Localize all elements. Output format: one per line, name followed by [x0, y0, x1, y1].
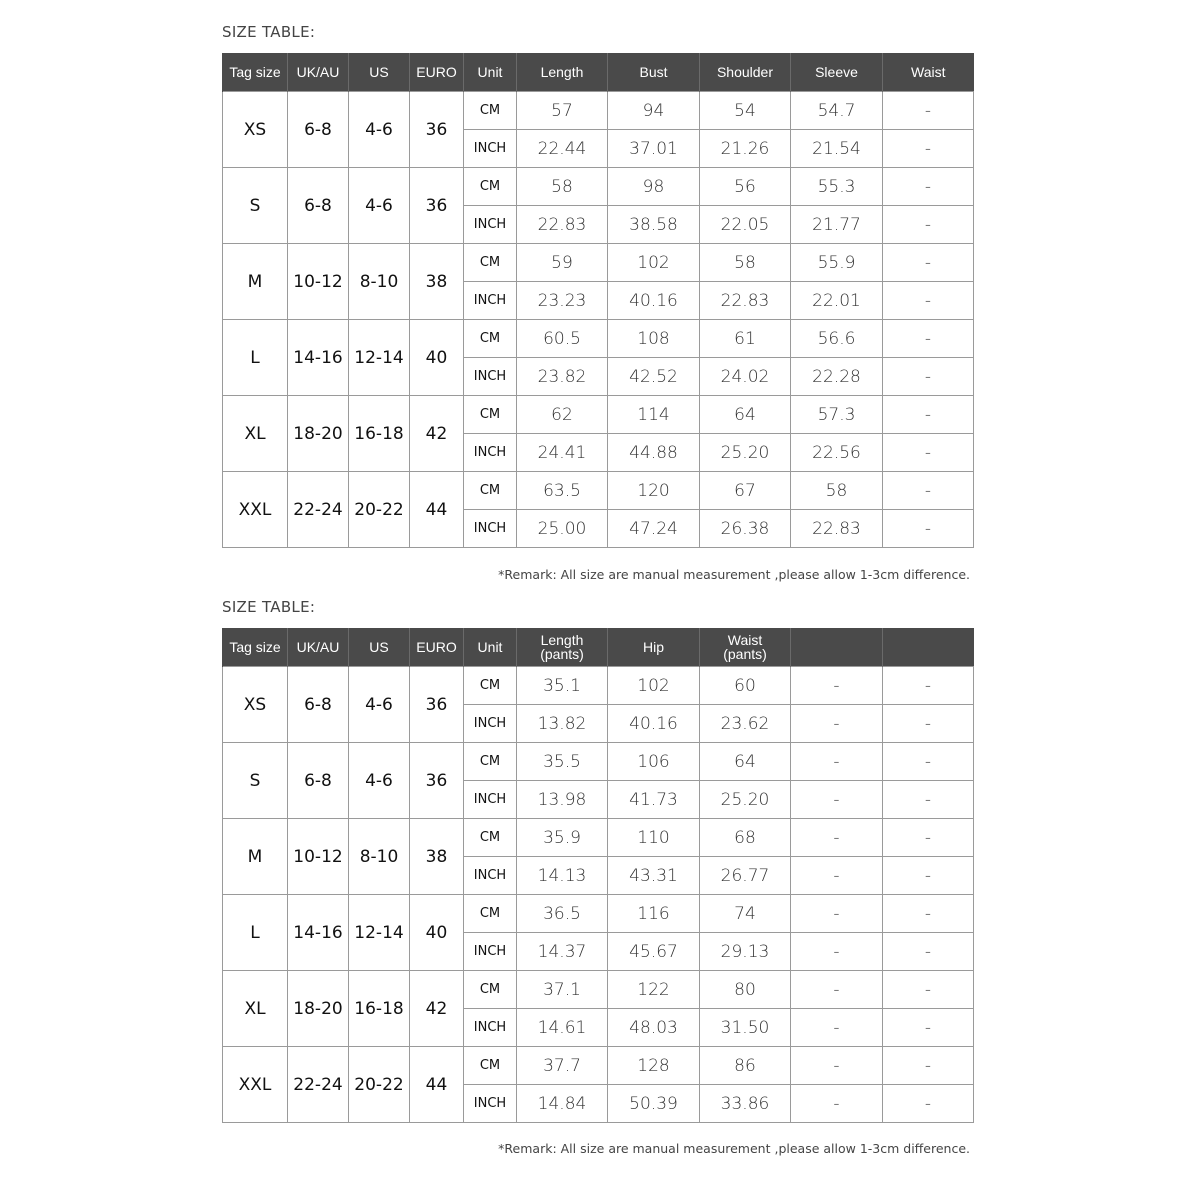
measurement-cell: - [883, 130, 974, 168]
column-header [883, 628, 974, 667]
euro-size-cell: 42 [410, 971, 464, 1047]
measurement-cell: 45.67 [608, 933, 700, 971]
measurement-cell: 13.82 [517, 705, 608, 743]
column-header: US [349, 628, 410, 667]
euro-size-cell: 40 [410, 895, 464, 971]
measurement-cell: - [791, 1009, 883, 1047]
tag-size-cell: M [223, 819, 288, 895]
size-table-pants [222, 628, 974, 1123]
measurement-cell: 21.54 [791, 130, 883, 168]
table-row [223, 819, 974, 857]
measurement-cell: 58 [791, 472, 883, 510]
measurement-cell: 42.52 [608, 358, 700, 396]
table-row [223, 320, 974, 358]
measurement-cell: 36.5 [517, 895, 608, 933]
measurement-cell: 80 [700, 971, 791, 1009]
table-row [223, 396, 974, 434]
measurement-cell: 74 [700, 895, 791, 933]
unit-cell: INCH [464, 358, 517, 396]
unit-cell: INCH [464, 1085, 517, 1123]
unit-cell: CM [464, 168, 517, 206]
measurement-cell: 26.38 [700, 510, 791, 548]
unit-cell: CM [464, 396, 517, 434]
measurement-cell: 59 [517, 244, 608, 282]
column-header: UK/AU [288, 628, 349, 667]
euro-size-cell: 40 [410, 320, 464, 396]
remark-text-1: *Remark: All size are manual measurement ,please allow 1-3cm difference. [498, 567, 970, 582]
measurement-cell: 114 [608, 396, 700, 434]
measurement-cell: 33.86 [700, 1085, 791, 1123]
unit-cell: CM [464, 320, 517, 358]
unit-cell: INCH [464, 206, 517, 244]
measurement-cell: 14.61 [517, 1009, 608, 1047]
uk-au-cell: 6-8 [288, 92, 349, 168]
measurement-cell: 47.24 [608, 510, 700, 548]
unit-cell: INCH [464, 705, 517, 743]
tag-size-cell: M [223, 244, 288, 320]
measurement-cell: - [791, 781, 883, 819]
measurement-cell: 13.98 [517, 781, 608, 819]
measurement-cell: 108 [608, 320, 700, 358]
us-size-cell: 16-18 [349, 396, 410, 472]
measurement-cell: 63.5 [517, 472, 608, 510]
unit-cell: CM [464, 472, 517, 510]
column-header: Waist [883, 53, 974, 92]
measurement-cell: 25.20 [700, 781, 791, 819]
unit-cell: INCH [464, 282, 517, 320]
measurement-cell: 102 [608, 244, 700, 282]
unit-cell: CM [464, 92, 517, 130]
table-row [223, 92, 974, 130]
tag-size-cell: S [223, 168, 288, 244]
uk-au-cell: 18-20 [288, 396, 349, 472]
column-header: Waist (pants) [700, 628, 791, 667]
us-size-cell: 8-10 [349, 819, 410, 895]
unit-cell: CM [464, 1047, 517, 1085]
measurement-cell: - [791, 819, 883, 857]
measurement-cell: 120 [608, 472, 700, 510]
measurement-cell: - [883, 396, 974, 434]
measurement-cell: - [883, 743, 974, 781]
table-row [223, 895, 974, 933]
measurement-cell: 116 [608, 895, 700, 933]
measurement-cell: - [883, 1009, 974, 1047]
measurement-cell: 35.5 [517, 743, 608, 781]
measurement-cell: 58 [700, 244, 791, 282]
unit-cell: CM [464, 667, 517, 705]
table-row [223, 472, 974, 510]
us-size-cell: 20-22 [349, 472, 410, 548]
tag-size-cell: L [223, 895, 288, 971]
measurement-cell: 22.83 [700, 282, 791, 320]
euro-size-cell: 38 [410, 244, 464, 320]
measurement-cell: 22.28 [791, 358, 883, 396]
table-row [223, 244, 974, 282]
table-header-row [223, 628, 974, 667]
euro-size-cell: 36 [410, 667, 464, 743]
unit-cell: INCH [464, 857, 517, 895]
us-size-cell: 12-14 [349, 320, 410, 396]
table-header-row [223, 53, 974, 92]
measurement-cell: 67 [700, 472, 791, 510]
measurement-cell: 37.01 [608, 130, 700, 168]
column-header: US [349, 53, 410, 92]
measurement-cell: 64 [700, 396, 791, 434]
measurement-cell: 21.26 [700, 130, 791, 168]
measurement-cell: 38.58 [608, 206, 700, 244]
measurement-cell: - [883, 92, 974, 130]
unit-cell: INCH [464, 130, 517, 168]
unit-cell: INCH [464, 781, 517, 819]
measurement-cell: - [883, 933, 974, 971]
euro-size-cell: 42 [410, 396, 464, 472]
column-header: Shoulder [700, 53, 791, 92]
unit-cell: CM [464, 971, 517, 1009]
measurement-cell: - [883, 358, 974, 396]
us-size-cell: 4-6 [349, 92, 410, 168]
measurement-cell: 68 [700, 819, 791, 857]
euro-size-cell: 36 [410, 168, 464, 244]
uk-au-cell: 22-24 [288, 472, 349, 548]
unit-cell: INCH [464, 933, 517, 971]
measurement-cell: - [791, 895, 883, 933]
table-row [223, 1047, 974, 1085]
tag-size-cell: XS [223, 92, 288, 168]
measurement-cell: 14.84 [517, 1085, 608, 1123]
uk-au-cell: 10-12 [288, 819, 349, 895]
tag-size-cell: XXL [223, 472, 288, 548]
measurement-cell: 25.00 [517, 510, 608, 548]
measurement-cell: 14.13 [517, 857, 608, 895]
column-header: Tag size [223, 628, 288, 667]
measurement-cell: - [883, 282, 974, 320]
measurement-cell: 23.82 [517, 358, 608, 396]
measurement-cell: 40.16 [608, 282, 700, 320]
column-header: Length [517, 53, 608, 92]
measurement-cell: 22.05 [700, 206, 791, 244]
measurement-cell: 60 [700, 667, 791, 705]
measurement-cell: 24.02 [700, 358, 791, 396]
us-size-cell: 12-14 [349, 895, 410, 971]
measurement-cell: 44.88 [608, 434, 700, 472]
column-header: EURO [410, 53, 464, 92]
measurement-cell: 61 [700, 320, 791, 358]
measurement-cell: - [883, 1047, 974, 1085]
measurement-cell: 26.77 [700, 857, 791, 895]
euro-size-cell: 38 [410, 819, 464, 895]
unit-cell: CM [464, 819, 517, 857]
measurement-cell: - [883, 667, 974, 705]
measurement-cell: - [883, 510, 974, 548]
measurement-cell: 40.16 [608, 705, 700, 743]
measurement-cell: - [791, 933, 883, 971]
measurement-cell: 98 [608, 168, 700, 206]
measurement-cell: 22.83 [791, 510, 883, 548]
measurement-cell: - [883, 168, 974, 206]
unit-cell: INCH [464, 434, 517, 472]
euro-size-cell: 36 [410, 92, 464, 168]
measurement-cell: 24.41 [517, 434, 608, 472]
measurement-cell: 22.44 [517, 130, 608, 168]
measurement-cell: - [883, 857, 974, 895]
tag-size-cell: L [223, 320, 288, 396]
unit-cell: INCH [464, 510, 517, 548]
column-header: Bust [608, 53, 700, 92]
measurement-cell: 50.39 [608, 1085, 700, 1123]
measurement-cell: 37.1 [517, 971, 608, 1009]
us-size-cell: 20-22 [349, 1047, 410, 1123]
measurement-cell: 31.50 [700, 1009, 791, 1047]
us-size-cell: 4-6 [349, 168, 410, 244]
measurement-cell: - [791, 1047, 883, 1085]
us-size-cell: 4-6 [349, 743, 410, 819]
tag-size-cell: XL [223, 396, 288, 472]
measurement-cell: 55.3 [791, 168, 883, 206]
measurement-cell: - [883, 705, 974, 743]
measurement-cell: 94 [608, 92, 700, 130]
measurement-cell: - [883, 971, 974, 1009]
uk-au-cell: 6-8 [288, 743, 349, 819]
size-table-tops [222, 53, 974, 548]
section-title-2: SIZE TABLE: [222, 598, 316, 616]
measurement-cell: - [791, 857, 883, 895]
tag-size-cell: XL [223, 971, 288, 1047]
measurement-cell: 25.20 [700, 434, 791, 472]
column-header: EURO [410, 628, 464, 667]
measurement-cell: 128 [608, 1047, 700, 1085]
measurement-cell: 57.3 [791, 396, 883, 434]
measurement-cell: 22.56 [791, 434, 883, 472]
unit-cell: INCH [464, 1009, 517, 1047]
measurement-cell: 43.31 [608, 857, 700, 895]
measurement-cell: 23.23 [517, 282, 608, 320]
measurement-cell: 22.83 [517, 206, 608, 244]
measurement-cell: 41.73 [608, 781, 700, 819]
column-header: Unit [464, 53, 517, 92]
measurement-cell: 110 [608, 819, 700, 857]
column-header: Tag size [223, 53, 288, 92]
measurement-cell: - [791, 743, 883, 781]
measurement-cell: - [883, 1085, 974, 1123]
tag-size-cell: XS [223, 667, 288, 743]
measurement-cell: - [883, 320, 974, 358]
unit-cell: CM [464, 895, 517, 933]
measurement-cell: 106 [608, 743, 700, 781]
measurement-cell: 56.6 [791, 320, 883, 358]
tag-size-cell: S [223, 743, 288, 819]
uk-au-cell: 10-12 [288, 244, 349, 320]
measurement-cell: - [883, 244, 974, 282]
section-title-1: SIZE TABLE: [222, 23, 316, 41]
column-header: Sleeve [791, 53, 883, 92]
measurement-cell: 48.03 [608, 1009, 700, 1047]
measurement-cell: - [791, 1085, 883, 1123]
table-row [223, 743, 974, 781]
column-header: Length (pants) [517, 628, 608, 667]
measurement-cell: 60.5 [517, 320, 608, 358]
measurement-cell: - [791, 667, 883, 705]
measurement-cell: 86 [700, 1047, 791, 1085]
measurement-cell: 21.77 [791, 206, 883, 244]
us-size-cell: 4-6 [349, 667, 410, 743]
uk-au-cell: 14-16 [288, 895, 349, 971]
table-row [223, 971, 974, 1009]
column-header: UK/AU [288, 53, 349, 92]
table-row [223, 168, 974, 206]
unit-cell: CM [464, 743, 517, 781]
euro-size-cell: 44 [410, 1047, 464, 1123]
measurement-cell: 62 [517, 396, 608, 434]
measurement-cell: 102 [608, 667, 700, 705]
column-header: Unit [464, 628, 517, 667]
measurement-cell: - [883, 819, 974, 857]
measurement-cell: - [791, 705, 883, 743]
uk-au-cell: 6-8 [288, 667, 349, 743]
measurement-cell: 23.62 [700, 705, 791, 743]
measurement-cell: - [883, 206, 974, 244]
measurement-cell: 54 [700, 92, 791, 130]
euro-size-cell: 44 [410, 472, 464, 548]
us-size-cell: 8-10 [349, 244, 410, 320]
measurement-cell: 29.13 [700, 933, 791, 971]
table-row [223, 667, 974, 705]
measurement-cell: 35.1 [517, 667, 608, 705]
measurement-cell: 55.9 [791, 244, 883, 282]
column-header: Hip [608, 628, 700, 667]
tag-size-cell: XXL [223, 1047, 288, 1123]
measurement-cell: 122 [608, 971, 700, 1009]
remark-text-2: *Remark: All size are manual measurement ,please allow 1-3cm difference. [498, 1141, 970, 1156]
us-size-cell: 16-18 [349, 971, 410, 1047]
measurement-cell: - [883, 434, 974, 472]
measurement-cell: 54.7 [791, 92, 883, 130]
measurement-cell: 57 [517, 92, 608, 130]
measurement-cell: - [883, 895, 974, 933]
euro-size-cell: 36 [410, 743, 464, 819]
measurement-cell: 14.37 [517, 933, 608, 971]
uk-au-cell: 14-16 [288, 320, 349, 396]
measurement-cell: - [883, 472, 974, 510]
uk-au-cell: 22-24 [288, 1047, 349, 1123]
measurement-cell: 22.01 [791, 282, 883, 320]
measurement-cell: 64 [700, 743, 791, 781]
uk-au-cell: 6-8 [288, 168, 349, 244]
column-header [791, 628, 883, 667]
measurement-cell: - [883, 781, 974, 819]
measurement-cell: 35.9 [517, 819, 608, 857]
measurement-cell: 56 [700, 168, 791, 206]
measurement-cell: - [791, 971, 883, 1009]
uk-au-cell: 18-20 [288, 971, 349, 1047]
unit-cell: CM [464, 244, 517, 282]
measurement-cell: 58 [517, 168, 608, 206]
measurement-cell: 37.7 [517, 1047, 608, 1085]
